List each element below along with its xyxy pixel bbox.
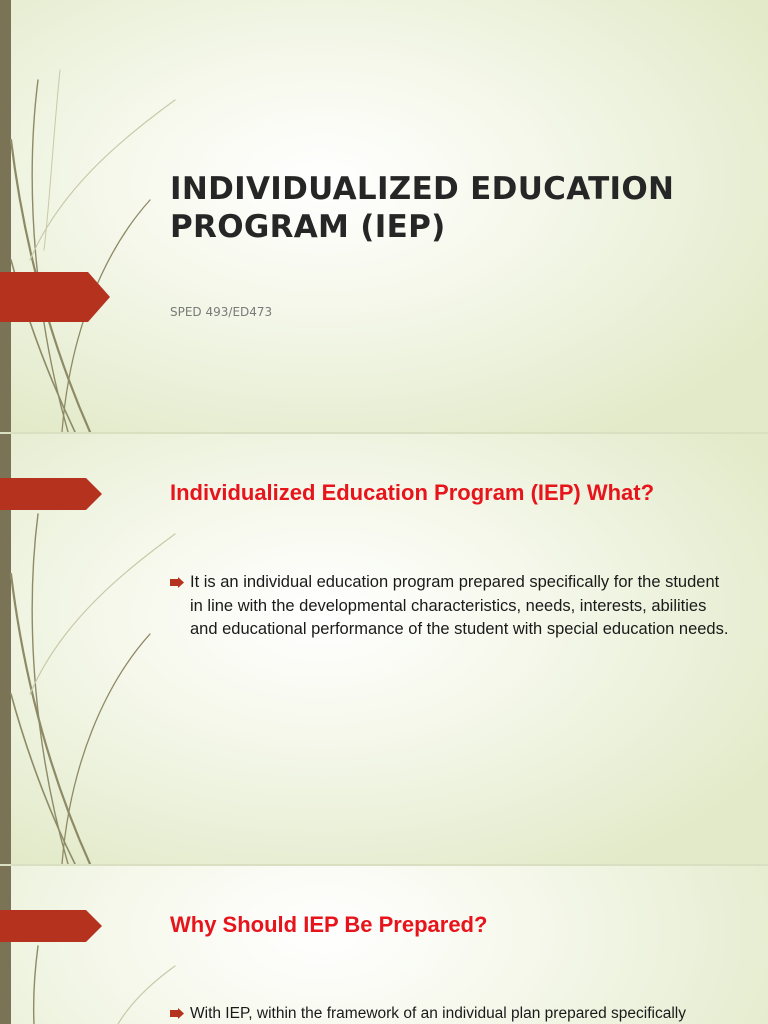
slide-title bbox=[0, 0, 768, 432]
decorative-swoosh bbox=[0, 866, 200, 1024]
slide-why-prepare-iep bbox=[0, 866, 768, 1024]
bullet-item bbox=[170, 571, 730, 642]
accent-arrow-tab bbox=[0, 478, 102, 510]
slide-heading: Why Should IEP Be Prepared? bbox=[170, 912, 488, 937]
bullet-item bbox=[170, 1002, 730, 1024]
bullet-text: With IEP, within the framework of an individual plan prepared specifically bbox=[190, 1005, 686, 1022]
slide-subtitle: SPED 493/ED473 bbox=[170, 305, 273, 319]
slide-what-is-iep bbox=[0, 434, 768, 864]
slide-heading: Individualized Education Program (IEP) What? bbox=[170, 480, 655, 505]
accent-arrow-tab bbox=[0, 272, 110, 322]
accent-arrow-tab bbox=[0, 910, 102, 942]
arrow-bullet-icon bbox=[170, 1008, 184, 1019]
bullet-text: It is an individual education program prepared specifically for the student in line with the developmental characteristics, needs, interests, abilities and educational performance of the student with special education needs. bbox=[190, 573, 729, 638]
slide-title-text: INDIVIDUALIZED EDUCATION PROGRAM (IEP) bbox=[170, 171, 675, 245]
arrow-bullet-icon bbox=[170, 577, 184, 588]
